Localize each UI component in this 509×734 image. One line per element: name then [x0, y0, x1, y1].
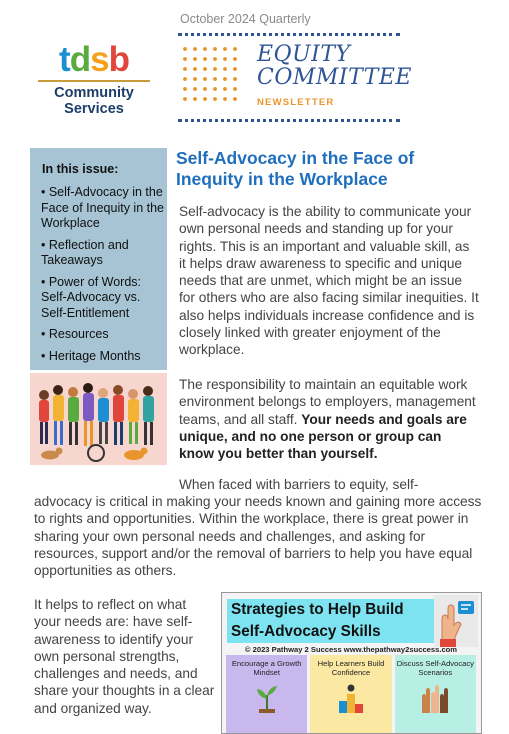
masthead-subtitle: NEWSLETTER	[257, 97, 335, 108]
diverse-people-illustration	[30, 373, 167, 465]
article-paragraph-4: It helps to reflect on what your needs are: have self-awareness to identify your own personal strengths, challenges and needs, and share your thoughts in a clear and organized way.	[34, 597, 215, 716]
poster-copyright: © 2023 Pathway 2 Success www.thepathway2success.com	[244, 645, 458, 654]
masthead-bottom-rule	[178, 119, 400, 122]
tdsb-logo	[38, 40, 150, 117]
sidebar-item-self-advocacy[interactable]: • Self-Advocacy in the Face of Inequity in the Workplace	[41, 185, 164, 230]
emphasis-text: Your needs and goals are unique, and no one person or group can know you better than yourself.	[179, 411, 467, 462]
sidebar-list	[41, 185, 165, 370]
in-this-issue-sidebar	[30, 148, 167, 370]
sidebar-item-heritage-months[interactable]: • Heritage Months	[41, 348, 141, 363]
sidebar-item-reflection[interactable]: • Reflection and Takeaways	[41, 237, 129, 267]
logo-line2: Services	[64, 101, 124, 117]
sidebar-heading: In this issue:	[42, 162, 119, 176]
article-title: Self-Advocacy in the Face of Inequity in the Workplace	[176, 148, 415, 189]
plant-icon	[252, 683, 282, 713]
article-paragraph-3-rest: advocacy is critical in making your needs known and gaining more access to rights and opportunities. Within the workplace, there is great power in sharing your own personal needs and challenges, and asking for resources, support and/or the removal of barriers to help you have equal opportunities as others.	[34, 494, 482, 579]
article-paragraph-3-start: When faced with barriers to equity, self-	[179, 477, 419, 492]
issue-date: October 2024 Quarterly	[180, 12, 311, 26]
poster-title: Strategies to Help Build Self-Advocacy Skills	[227, 599, 435, 643]
podium-icon	[336, 683, 366, 713]
logo-wordmark: tdsb	[59, 40, 129, 79]
logo-divider	[38, 80, 150, 82]
masthead-top-rule	[178, 33, 400, 36]
strategies-poster	[221, 592, 482, 734]
strategy-box-growth-mindset: Encourage a Growth Mindset	[226, 655, 307, 734]
masthead-title: EQUITY COMMITTEE	[257, 42, 412, 90]
strategy-box-scenarios: Discuss Self-Advocacy Scenarios	[395, 655, 476, 734]
strategy-box-confidence: Help Learners Build Confidence	[310, 655, 391, 734]
raised-hand-icon	[434, 595, 478, 647]
logo-line1: Community	[54, 85, 134, 101]
sidebar-item-resources[interactable]: • Resources	[41, 327, 109, 341]
article-paragraph-1: Self-advocacy is the ability to communicate your own personal needs and standing up for your rights. This is an important and valuable skill, as it helps draw awareness to specific and unique needs that are unmet, which might be an issue for others who are also facing similar inequities. It also helps individuals increase confidence and is closely linked with greater enjoyment of the workplace.	[179, 204, 479, 358]
sidebar-item-power-of-words[interactable]: • Power of Words: Self-Advocacy vs. Self-Entitlement	[41, 274, 142, 320]
poster-strategy-boxes	[226, 655, 476, 734]
masthead-dot-pattern	[180, 44, 238, 104]
raised-hands-icon	[418, 683, 452, 713]
article-paragraph-2: The responsibility to maintain an equitable work environment belongs to employers, management teams, and all staff. Your needs and goals are unique, and no one person or group can know you better than yourself.	[179, 377, 476, 462]
